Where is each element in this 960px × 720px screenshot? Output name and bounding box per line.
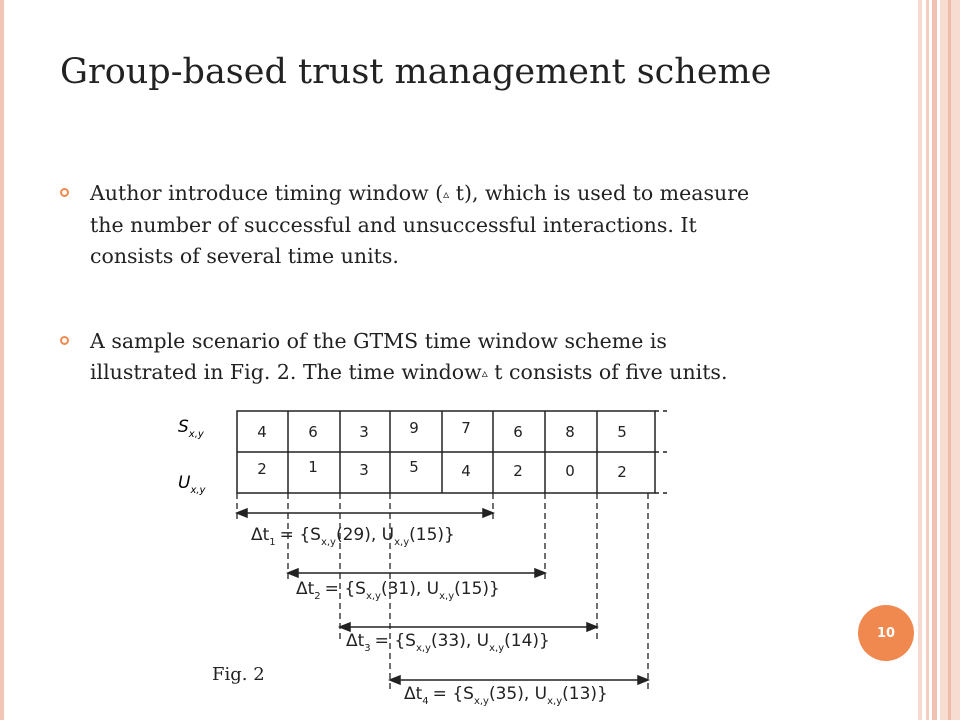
window-arrow [288,569,545,577]
s-cell: 4 [257,423,267,441]
u-cell: 3 [359,461,369,479]
window-formula: $\Delta t_3 = \{S_{x,y}(33)$, $U_{x,y}(14)$} [346,631,550,654]
window-arrow [390,676,648,684]
u-cell: 2 [513,462,523,480]
window-formula: $\Delta t_1 = \{S_{x,y}(29)$, $U_{x,y}(15)$} [251,525,455,548]
figure-caption: Fig. 2 [212,664,265,685]
page-title: Group-based trust management scheme [60,52,772,92]
grid-continuation [655,411,668,493]
s-cell: 8 [565,423,575,441]
delta-icon: ▵ [443,187,450,201]
u-cell: 2 [257,460,267,478]
s-cell: 7 [461,419,471,437]
window-formula: $\Delta t_4 = \{S_{x,y}(35)$, $U_{x,y}(13)$} [404,684,608,707]
s-cell: 6 [308,423,318,441]
s-cell: 5 [617,423,627,441]
delta-icon: ▵ [481,366,488,380]
s-row-label: $S_{x,y}$ [178,417,204,440]
window-arrow [340,623,597,631]
s-cell: 6 [513,423,523,441]
page-number-badge [858,605,914,661]
page-number: 10 [876,625,896,641]
s-cell: 3 [359,423,369,441]
u-row-label: $U_{x,y}$ [178,473,206,496]
u-cell: 5 [409,458,419,476]
window-formula: $\Delta t_2 = \{S_{x,y}(31)$, $U_{x,y}(15)$} [296,579,500,602]
u-cell: 4 [461,462,471,480]
time-grid [237,411,655,493]
u-cell: 0 [565,462,575,480]
u-cell: 1 [308,458,318,476]
window-arrow [237,509,493,517]
u-cell: 2 [617,463,627,481]
bullet-text: A sample scenario of the GTMS time window scheme is illustrated in Fig. 2. The time window▵ t consists of five units. [90,326,760,389]
bullet-text: Author introduce timing window (▵ t), which is used to measure the number of successful and unsuccessful interactions. It consists of several time units. [90,181,750,268]
s-cell: 9 [409,419,419,437]
